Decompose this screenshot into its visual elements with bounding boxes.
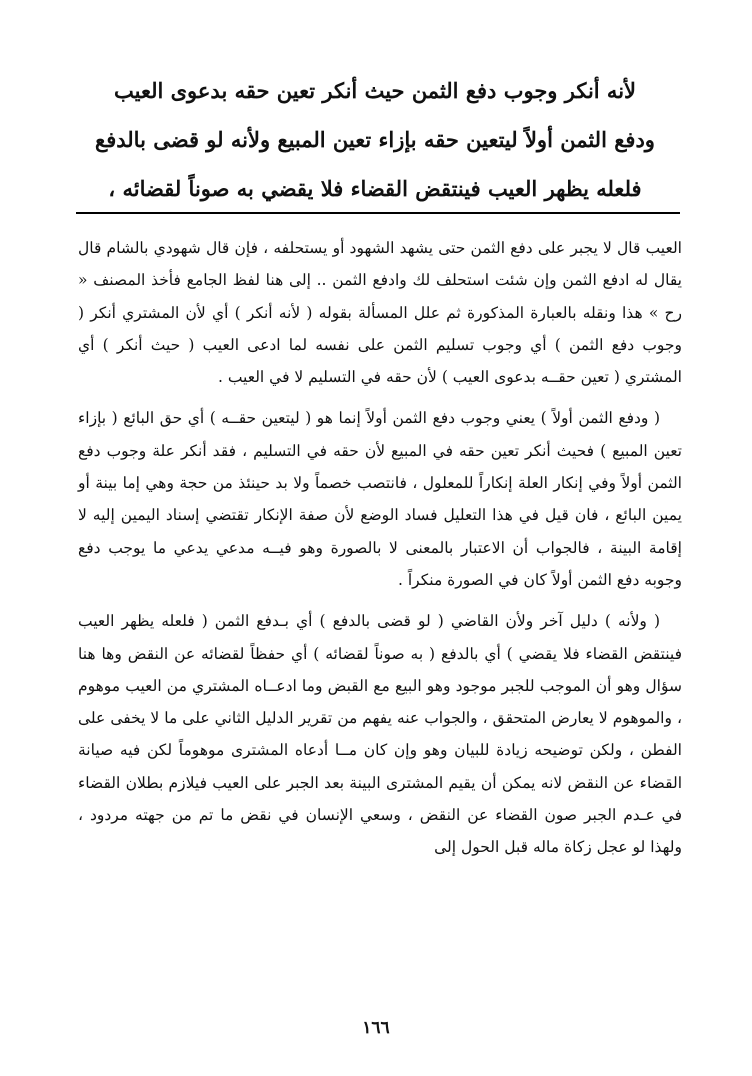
- commentary-text-block: [78, 232, 682, 873]
- matn-line-1: لأنه أنكر وجوب دفع الثمن حيث أنكر تعين حقه بدعوى العيب: [113, 78, 637, 103]
- commentary-paragraph-2: ( ودفع الثمن أولاً ) يعني وجوب دفع الثمن أولاً إنما هو ( ليتعين حقــه ) أي حق البائع ( بإزاء تعين المبيع ) فحيث أنكر تعين حقه في المبيع لأن حقه في التسليم ، فقد أنكر علة وجوب دفع الثمن أولاً وفي إنكار العلة إنكاراً للمعلول ، فانتصب خصماً ولا بد حينئذ من حجة وهي إما بينة أو يمين البائع ، فان قيل في هذا التعليل فساد الوضع لأن صفة الإنكار تقتضي إسناد اليمين إليه لا إقامة البينة ، فالجواب أن الاعتبار بالمعنى لا بالصورة وهو فيــه مدعي يدعي ما يوجب دفع وجوبه دفع الثمن أولاً كان في الصورة منكراً .: [78, 409, 682, 589]
- commentary-paragraph-1: العيب قال لا يجبر على دفع الثمن حتى يشهد الشهود أو يستحلفه ، فإن قال شهودي بالشام قال يقال له ادفع الثمن وإن شئت استحلف لك وادفع الثمن .. إلى هنا لفظ الجامع فأخذ المصنف « رح » هذا ونقله بالعبارة المذكورة ثم علل المسألة بقوله ( لأنه أنكر ) أي لأن المشتري أنكر ( وجوب دفع الثمن ) أي وجوب تسليم الثمن على نفسه لما ادعى العيب ( حيث أنكر ) أي المشتري ( تعين حقــه بدعوى العيب ) لأن حقه في التسليم لا في العيب .: [78, 239, 682, 387]
- page-number: ١٦٦: [362, 1018, 390, 1038]
- commentary-paragraph-3: ( ولأنه ) دليل آخر ولأن القاضي ( لو قضى بالدفع ) أي بـدفع الثمن ( فلعله يظهر العيب فينتقض القضاء فلا يقضي ) أي بالدفع ( به صوناً لقضائه ) أي حفظاً لقضائه عن النقض وها هنا سؤال وهو أن الموجب للجبر موجود وهو البيع مع القبض وما ادعــاه المشتري من العيب موهوم ، والموهوم لا يعارض المتحقق ، والجواب عنه يفهم من تقرير الدليل الثاني على ما لا يخفى على الفطن ، ولكن توضيحه زيادة للبيان وهو وإن كان مــا أدعاه المشترى موهوماً لكن فيه صيانة القضاء عن النقض لانه يمكن أن يقيم المشترى البينة بعد الجبر على العيب فيلازم بطلان القضاء في عـدم الجبر صون القضاء عن النقض ، وسعي الإنسان في نقض ما تم من جهته مردود ، ولهذا لو عجل زكاة ماله قبل الحول إلى: [78, 612, 682, 857]
- separator-rule: [76, 212, 680, 214]
- matn-text-block: [70, 66, 680, 213]
- matn-line-3: فلعله يظهر العيب فينتقض القضاء فلا يقضي به صوناً لقضائه ،: [108, 176, 642, 201]
- matn-line-2: ودفع الثمن أولاً ليتعين حقه بإزاء تعين المبيع ولأنه لو قضى بالدفع: [95, 127, 655, 152]
